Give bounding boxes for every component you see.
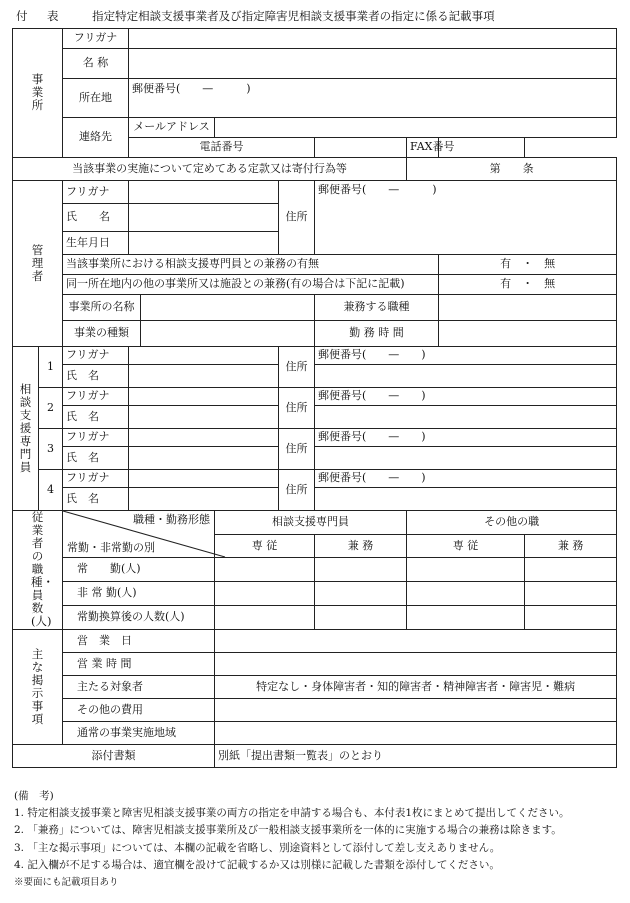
fulltime-other-concurrent[interactable] [525, 558, 617, 582]
specialist-3-address-label: 住所 [279, 429, 315, 470]
specialist-2-furigana-field[interactable] [129, 388, 279, 406]
other-office-type-field[interactable] [141, 321, 315, 347]
manager-birthdate-label: 生年月日 [63, 232, 129, 255]
specialist-3-number: 3 [39, 429, 63, 470]
specialist-1-address-label: 住所 [279, 347, 315, 388]
specialist-4-furigana-label: フリガナ [63, 470, 129, 488]
specialist-3-furigana-label: フリガナ [63, 429, 129, 447]
specialist-3-postal: 郵便番号( — ) [315, 429, 617, 447]
office-section-label: 事業所 [13, 29, 63, 158]
converted-specialist-concurrent[interactable] [315, 606, 407, 630]
office-phone-field[interactable] [315, 138, 407, 158]
attachments-label: 添付書類 [13, 745, 215, 768]
staff-diagonal-header [63, 511, 215, 558]
other-office-name-label: 事業所の名称 [63, 295, 141, 321]
manager-postal-code: 郵便番号( — ) [318, 183, 437, 196]
other-costs-label: その他の費用 [63, 699, 215, 722]
main-items-section-label: 主な掲示事項 [13, 630, 63, 745]
target-options[interactable]: 特定なし・身体障害者・知的障害者・精神障害者・障害児・難病 [215, 676, 617, 699]
specialist-2-name-label: 氏 名 [63, 406, 129, 429]
attachments-value: 別紙「提出書類一覧表」のとおり [215, 745, 617, 768]
specialist-concurrent-header: 兼 務 [315, 535, 407, 558]
target-label: 主たる対象者 [63, 676, 215, 699]
notes-title: (備 考) [14, 790, 54, 802]
staff-parttime-label: 非 常 勤(人) [63, 582, 215, 606]
business-hours-label: 営 業 時 間 [63, 653, 215, 676]
notes-section [14, 788, 624, 891]
other-concurrent-header: 兼 務 [525, 535, 617, 558]
parttime-specialist-dedicated[interactable] [215, 582, 315, 606]
specialist-1-name-field[interactable] [129, 365, 279, 388]
office-phone-label: 電話番号 [129, 138, 315, 158]
manager-birthdate-field[interactable] [129, 232, 279, 255]
form-title: 指定特定相談支援事業者及び指定障害児相談支援事業者の指定に係る記載事項 [92, 9, 495, 23]
manager-address-label: 住所 [279, 181, 315, 255]
office-contact-label: 連絡先 [63, 118, 129, 158]
specialist-4-furigana-field[interactable] [129, 470, 279, 488]
specialist-3-furigana-field[interactable] [129, 429, 279, 447]
specialist-1-name-label: 氏 名 [63, 365, 129, 388]
office-furigana-label: フリガナ [63, 29, 129, 49]
office-email-label: メールアドレス [129, 118, 215, 138]
staff-col-specialist: 相談支援専門員 [215, 511, 407, 535]
other-dedicated-header: 専 従 [407, 535, 525, 558]
specialist-2-postal: 郵便番号( — ) [315, 388, 617, 406]
specialist-4-address-label: 住所 [279, 470, 315, 511]
specialist-4-name-label: 氏 名 [63, 488, 129, 511]
specialist-2-address-label: 住所 [279, 388, 315, 429]
fulltime-other-dedicated[interactable] [407, 558, 525, 582]
specialist-1-furigana-label: フリガナ [63, 347, 129, 365]
office-name-field[interactable] [129, 49, 617, 79]
specialist-section-label: 相談支援専門員 [13, 347, 39, 511]
specialist-1-number: 1 [39, 347, 63, 388]
office-location-label: 所在地 [63, 79, 129, 118]
manager-address-field[interactable] [315, 181, 617, 255]
specialist-2-number: 2 [39, 388, 63, 429]
other-job-field[interactable] [439, 295, 617, 321]
office-furigana-field[interactable] [129, 29, 617, 49]
manager-furigana-field[interactable] [129, 181, 279, 204]
converted-other-concurrent[interactable] [525, 606, 617, 630]
business-days-label: 営 業 日 [63, 630, 215, 653]
fulltime-specialist-concurrent[interactable] [315, 558, 407, 582]
fulltime-specialist-dedicated[interactable] [215, 558, 315, 582]
article-number-field[interactable]: 第 条 [407, 158, 617, 181]
concurrent-other-choice[interactable]: 有 ・ 無 [439, 275, 617, 295]
business-days-field[interactable] [215, 630, 617, 653]
office-email-field[interactable] [215, 118, 617, 138]
designation-form-table [12, 28, 617, 768]
note-item-4: 4. 記入欄が不足する場合は、適宜欄を設けて記載するか又は別様に記載した書類を添付してください。 [14, 858, 500, 871]
office-postal-code: 郵便番号( — ) [132, 82, 251, 95]
specialist-4-address-field[interactable] [315, 488, 617, 511]
staff-fulltime-label: 常 勤(人) [63, 558, 215, 582]
specialist-4-number: 4 [39, 470, 63, 511]
specialist-1-postal: 郵便番号( — ) [315, 347, 617, 365]
staff-section-label: 従業者の職種・員数(人) [13, 511, 63, 630]
other-office-name-field[interactable] [141, 295, 315, 321]
manager-section-label: 管理者 [13, 181, 63, 347]
other-office-type-label: 事業の種類 [63, 321, 141, 347]
other-job-label: 兼務する職種 [315, 295, 439, 321]
other-hours-label: 勤 務 時 間 [315, 321, 439, 347]
concurrent-specialist-label: 当該事業所における相談支援専門員との兼務の有無 [63, 255, 439, 275]
parttime-other-dedicated[interactable] [407, 582, 525, 606]
other-hours-field[interactable] [439, 321, 617, 347]
service-area-field[interactable] [215, 722, 617, 745]
manager-name-field[interactable] [129, 204, 279, 232]
specialist-1-furigana-field[interactable] [129, 347, 279, 365]
manager-furigana-label: フリガナ [63, 181, 129, 204]
concurrent-other-label: 同一所在地内の他の事業所又は施設との兼務(有の場合は下記に記載) [63, 275, 439, 295]
note-item-1: 1. 特定相談支援事業と障害児相談支援事業の両方の指定を申請する場合も、本付表1枚にまとめて提出してください。 [14, 807, 570, 820]
specialist-2-name-field[interactable] [129, 406, 279, 429]
form-header [16, 8, 495, 24]
specialist-4-postal: 郵便番号( — ) [315, 470, 617, 488]
staff-col-other: その他の職 [407, 511, 617, 535]
business-hours-field[interactable] [215, 653, 617, 676]
office-fax-label: FAX番号 [407, 138, 439, 158]
articles-label: 当該事業の実施について定めてある定款又は寄付行為等 [13, 158, 407, 181]
converted-other-dedicated[interactable] [407, 606, 525, 630]
staff-diag-top: 職種・勤務形態 [133, 513, 211, 526]
service-area-label: 通常の事業実施地域 [63, 722, 215, 745]
specialist-3-name-field[interactable] [129, 447, 279, 470]
manager-name-label: 氏 名 [63, 204, 129, 232]
specialist-2-address-field[interactable] [315, 406, 617, 429]
staff-diag-bottom: 常勤・非常勤の別 [67, 540, 155, 554]
specialist-dedicated-header: 専 従 [215, 535, 315, 558]
note-item-2: 2. 「兼務」については、障害児相談支援事業所及び一般相談支援事業所を一体的に実施する場合の兼務は除きます。 [14, 824, 562, 837]
note-item-3: 3. 「主な掲示事項」については、本欄の記載を省略し、別途資料として添付して差し支えありません。 [14, 841, 501, 854]
specialist-1-address-field[interactable] [315, 365, 617, 388]
concurrent-specialist-choice[interactable]: 有 ・ 無 [439, 255, 617, 275]
form-label: 付 表 [16, 9, 63, 23]
notes-footer: ※要面にも記載項目あり [14, 877, 119, 889]
staff-converted-label: 常勤換算後の人数(人) [63, 606, 215, 630]
specialist-4-name-field[interactable] [129, 488, 279, 511]
other-costs-field[interactable] [215, 699, 617, 722]
specialist-3-name-label: 氏 名 [63, 447, 129, 470]
office-location-field[interactable] [129, 79, 617, 118]
specialist-2-furigana-label: フリガナ [63, 388, 129, 406]
parttime-specialist-concurrent[interactable] [315, 582, 407, 606]
specialist-3-address-field[interactable] [315, 447, 617, 470]
converted-specialist-dedicated[interactable] [215, 606, 315, 630]
parttime-other-concurrent[interactable] [525, 582, 617, 606]
office-name-label: 名 称 [63, 49, 129, 79]
